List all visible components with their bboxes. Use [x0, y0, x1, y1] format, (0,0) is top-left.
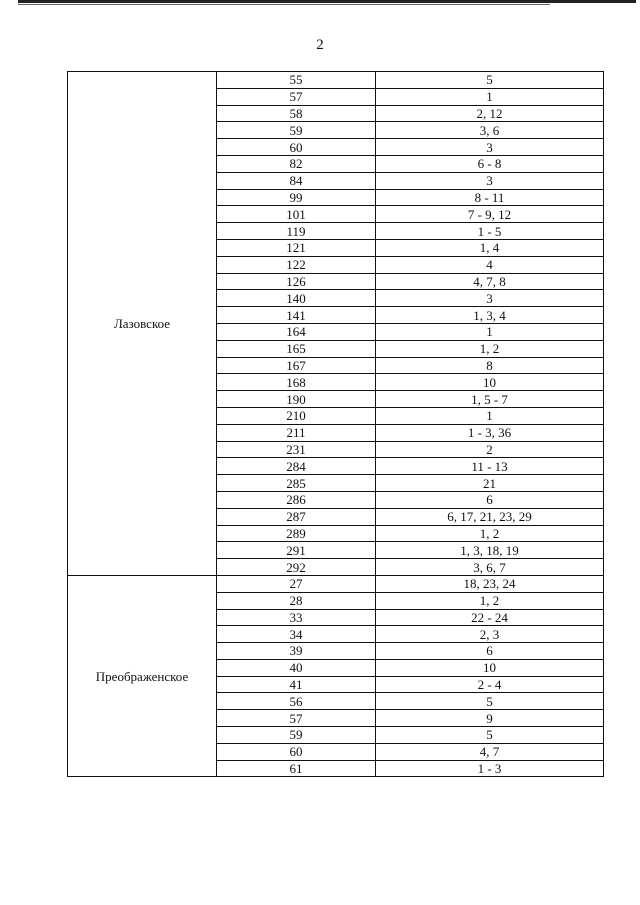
quarter-number-cell: 210 [217, 407, 376, 424]
quarter-number-cell: 165 [217, 340, 376, 357]
quarter-number-cell: 39 [217, 643, 376, 660]
sections-cell: 1, 5 - 7 [376, 391, 604, 408]
quarter-number-cell: 56 [217, 693, 376, 710]
sections-cell: 6 [376, 491, 604, 508]
quarter-number-cell: 59 [217, 727, 376, 744]
sections-cell: 1, 2 [376, 340, 604, 357]
quarter-number-cell: 59 [217, 122, 376, 139]
quarter-number-cell: 33 [217, 609, 376, 626]
scan-edge [18, 0, 636, 3]
sections-cell: 4 [376, 256, 604, 273]
quarter-number-cell: 101 [217, 206, 376, 223]
quarter-number-cell: 60 [217, 743, 376, 760]
table-body [68, 72, 604, 777]
sections-cell: 10 [376, 659, 604, 676]
quarter-number-cell: 289 [217, 525, 376, 542]
sections-cell: 2, 12 [376, 105, 604, 122]
sections-cell: 2 [376, 441, 604, 458]
quarter-number-cell: 164 [217, 323, 376, 340]
sections-cell: 2, 3 [376, 626, 604, 643]
sections-cell: 1 - 3, 36 [376, 424, 604, 441]
quarter-number-cell: 28 [217, 592, 376, 609]
sections-cell: 5 [376, 72, 604, 89]
sections-cell: 3, 6 [376, 122, 604, 139]
table-row [68, 72, 604, 89]
sections-cell: 8 [376, 357, 604, 374]
quarter-number-cell: 84 [217, 172, 376, 189]
sections-cell: 3, 6, 7 [376, 559, 604, 576]
sections-cell: 18, 23, 24 [376, 575, 604, 592]
sections-cell: 1, 4 [376, 239, 604, 256]
quarter-number-cell: 167 [217, 357, 376, 374]
sections-cell: 3 [376, 172, 604, 189]
quarter-number-cell: 119 [217, 223, 376, 240]
sections-cell: 4, 7, 8 [376, 273, 604, 290]
page-number: 2 [316, 37, 324, 53]
quarter-number-cell: 82 [217, 155, 376, 172]
sections-cell: 6, 17, 21, 23, 29 [376, 508, 604, 525]
quarter-number-cell: 291 [217, 542, 376, 559]
quarter-number-cell: 190 [217, 391, 376, 408]
quarter-number-cell: 41 [217, 676, 376, 693]
quarter-number-cell: 292 [217, 559, 376, 576]
forestry-name-cell: Лазовское [68, 72, 217, 576]
sections-cell: 7 - 9, 12 [376, 206, 604, 223]
sections-cell: 1 [376, 88, 604, 105]
quarter-number-cell: 168 [217, 374, 376, 391]
forestry-name-cell: Преображенское [68, 575, 217, 777]
quarter-number-cell: 126 [217, 273, 376, 290]
quarter-number-cell: 27 [217, 575, 376, 592]
quarter-number-cell: 58 [217, 105, 376, 122]
quarter-number-cell: 57 [217, 88, 376, 105]
quarter-number-cell: 141 [217, 307, 376, 324]
quarter-number-cell: 34 [217, 626, 376, 643]
sections-cell: 5 [376, 727, 604, 744]
sections-cell: 3 [376, 290, 604, 307]
quarter-number-cell: 57 [217, 710, 376, 727]
quarter-number-cell: 231 [217, 441, 376, 458]
sections-cell: 1, 3, 4 [376, 307, 604, 324]
sections-cell: 3 [376, 139, 604, 156]
sections-cell: 22 - 24 [376, 609, 604, 626]
quarter-number-cell: 40 [217, 659, 376, 676]
sections-cell: 1 - 5 [376, 223, 604, 240]
sections-cell: 1 [376, 323, 604, 340]
forest-quarters-table [67, 71, 604, 777]
quarter-number-cell: 61 [217, 760, 376, 777]
sections-cell: 1, 2 [376, 592, 604, 609]
sections-cell: 6 - 8 [376, 155, 604, 172]
sections-cell: 4, 7 [376, 743, 604, 760]
quarter-number-cell: 122 [217, 256, 376, 273]
sections-cell: 1 - 3 [376, 760, 604, 777]
sections-cell: 2 - 4 [376, 676, 604, 693]
quarter-number-cell: 284 [217, 458, 376, 475]
sections-cell: 1, 3, 18, 19 [376, 542, 604, 559]
quarter-number-cell: 287 [217, 508, 376, 525]
quarter-number-cell: 286 [217, 491, 376, 508]
table-row [68, 575, 604, 592]
sections-cell: 5 [376, 693, 604, 710]
sections-cell: 8 - 11 [376, 189, 604, 206]
sections-cell: 10 [376, 374, 604, 391]
sections-cell: 1 [376, 407, 604, 424]
quarter-number-cell: 55 [217, 72, 376, 89]
sections-cell: 11 - 13 [376, 458, 604, 475]
quarter-number-cell: 121 [217, 239, 376, 256]
sections-cell: 9 [376, 710, 604, 727]
quarter-number-cell: 211 [217, 424, 376, 441]
quarter-number-cell: 60 [217, 139, 376, 156]
sections-cell: 6 [376, 643, 604, 660]
sections-cell: 1, 2 [376, 525, 604, 542]
quarter-number-cell: 99 [217, 189, 376, 206]
quarter-number-cell: 285 [217, 475, 376, 492]
scan-edge-line [18, 4, 550, 5]
sections-cell: 21 [376, 475, 604, 492]
quarter-number-cell: 140 [217, 290, 376, 307]
